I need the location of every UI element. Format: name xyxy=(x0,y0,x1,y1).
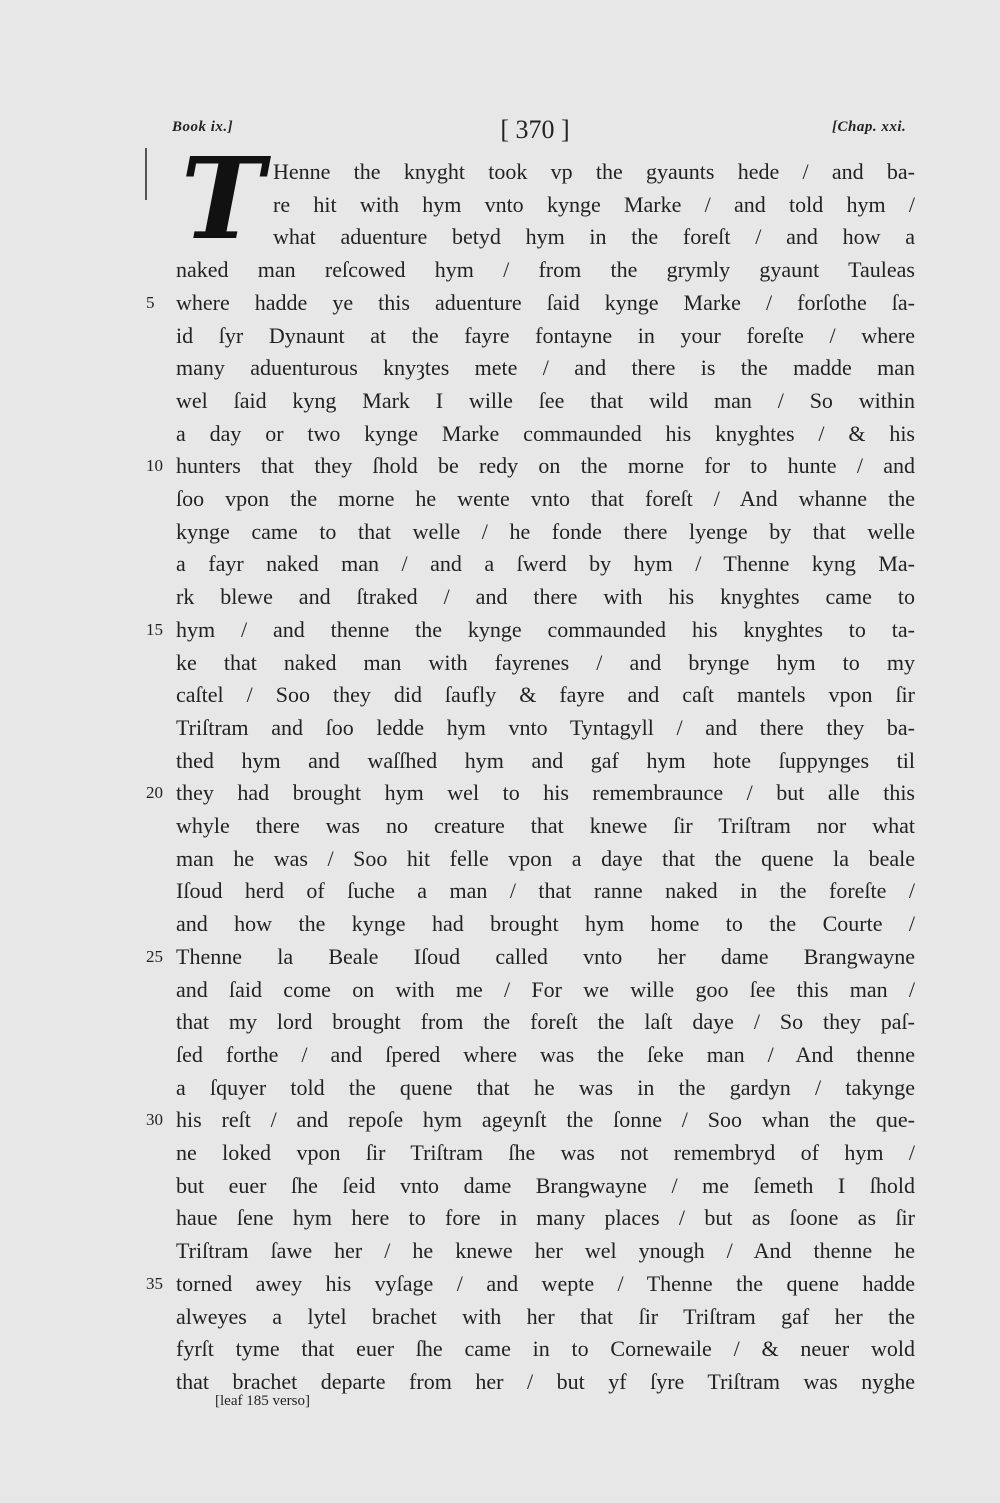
text-line: man he was / Soo hit felle vpon a daye that the quene la beale xyxy=(176,845,915,871)
line-number: 10 xyxy=(146,456,163,476)
line-number: 5 xyxy=(146,292,155,312)
text-line: Iſoud herd of ſuche a man / that ranne naked in the foreſte / xyxy=(176,878,915,904)
text-line: torned awey his vyſage / and wepte / Thenne the quene hadde xyxy=(176,1270,915,1296)
text-line: re hit with hym vnto kynge Marke / and told hym / xyxy=(273,191,915,217)
text-line: ſed forthe / and ſpered where was the ſeke man / And thenne xyxy=(176,1041,915,1067)
text-line: many aduenturous knyȝtes mete / and there is the madde man xyxy=(176,355,915,381)
page-number: [ 370 ] xyxy=(500,115,570,144)
text-line: alweyes a lytel brachet with her that ſir Triſtram gaf her the xyxy=(176,1303,915,1329)
text-line: Thenne la Beale Iſoud called vnto her dame Brangwayne xyxy=(176,943,915,969)
text-line: rk blewe and ſtraked / and there with his knyghtes came to xyxy=(176,584,915,610)
text-line: ſoo vpon the morne he wente vnto that foreſt / And whanne the xyxy=(176,486,915,511)
text-line: naked man reſcowed hym / from the grymly gyaunt Tauleas xyxy=(176,257,915,283)
text-line: kynge came to that welle / he fonde there lyenge by that welle xyxy=(176,518,915,544)
drop-cap-initial: T xyxy=(180,134,265,265)
text-line: a day or two kynge Marke commaunded his knyghtes / & his xyxy=(176,420,915,446)
line-number: 20 xyxy=(146,783,163,803)
text-line: they had brought hym wel to his remembraunce / but alle this xyxy=(176,780,915,806)
text-line: Henne the knyght took vp the gyaunts hede / and ba- xyxy=(273,159,915,184)
text-line: and how the kynge had brought hym home to the Courte / xyxy=(176,911,915,937)
text-line: where hadde ye this aduenture ſaid kynge Marke / forſothe ſa- xyxy=(176,289,915,315)
text-line: a fayr naked man / and a ſwerd by hym / Thenne kyng Ma- xyxy=(176,551,915,577)
line-number: 35 xyxy=(146,1273,163,1293)
text-line: and ſaid come on with me / For we wille goo ſee this man / xyxy=(176,976,915,1002)
text-line: Triſtram ſawe her / he knewe her wel ynough / And thenne he xyxy=(176,1238,915,1264)
text-line: caſtel / Soo they did ſaufly & fayre and caſt mantels vpon ſir xyxy=(176,682,915,708)
text-line: whyle there was no creature that knewe ſir Triſtram nor what xyxy=(176,813,915,838)
text-line: wel ſaid kyng Mark I wille ſee that wild man / So within xyxy=(176,387,915,413)
text-line: haue ſene hym here to fore in many places / but as ſoone as ſir xyxy=(176,1205,915,1231)
leaf-note: [leaf 185 verso] xyxy=(215,1393,310,1409)
line-number: 25 xyxy=(146,946,163,966)
text-line: id ſyr Dynaunt at the fayre fontayne in your foreſte / where xyxy=(176,322,915,348)
line-number: 30 xyxy=(146,1110,163,1130)
line-number: 15 xyxy=(146,619,163,639)
text-line: hym / and thenne the kynge commaunded his knyghtes to ta- xyxy=(176,616,915,642)
text-line: Triſtram and ſoo ledde hym vnto Tyntagyll / and there they ba- xyxy=(176,714,915,740)
text-line: a ſquyer told the quene that he was in the gardyn / takynge xyxy=(176,1074,915,1100)
header-book-label: Book ix.] xyxy=(172,119,234,135)
text-line: what aduenture betyd hym in the foreſt / and how a xyxy=(273,224,915,250)
text-line: that my lord brought from the foreſt the laſt daye / So they paſ- xyxy=(176,1009,915,1035)
text-line: fyrſt tyme that euer ſhe came in to Cornewaile / & neuer wold xyxy=(176,1336,915,1362)
text-line: but euer ſhe ſeid vnto dame Brangwayne / me ſemeth I ſhold xyxy=(176,1172,915,1198)
text-line: that brachet departe from her / but yf ſyre Triſtram was nyghe xyxy=(176,1368,915,1394)
text-line: hunters that they ſhold be redy on the morne for to hunte / and xyxy=(176,453,915,479)
text-line: ne loked vpon ſir Triſtram ſhe was not remembryd of hym / xyxy=(176,1140,915,1165)
margin-mark xyxy=(145,148,147,200)
header-chapter-label: [Chap. xxi. xyxy=(832,119,907,135)
text-line: ke that naked man with fayrenes / and brynge hym to my xyxy=(176,649,915,675)
text-line: thed hym and waſſhed hym and gaf hym hote ſuppynges til xyxy=(176,747,915,773)
running-header xyxy=(0,115,1000,145)
text-line: his reſt / and repoſe hym ageynſt the ſonne / Soo whan the que- xyxy=(176,1107,915,1133)
